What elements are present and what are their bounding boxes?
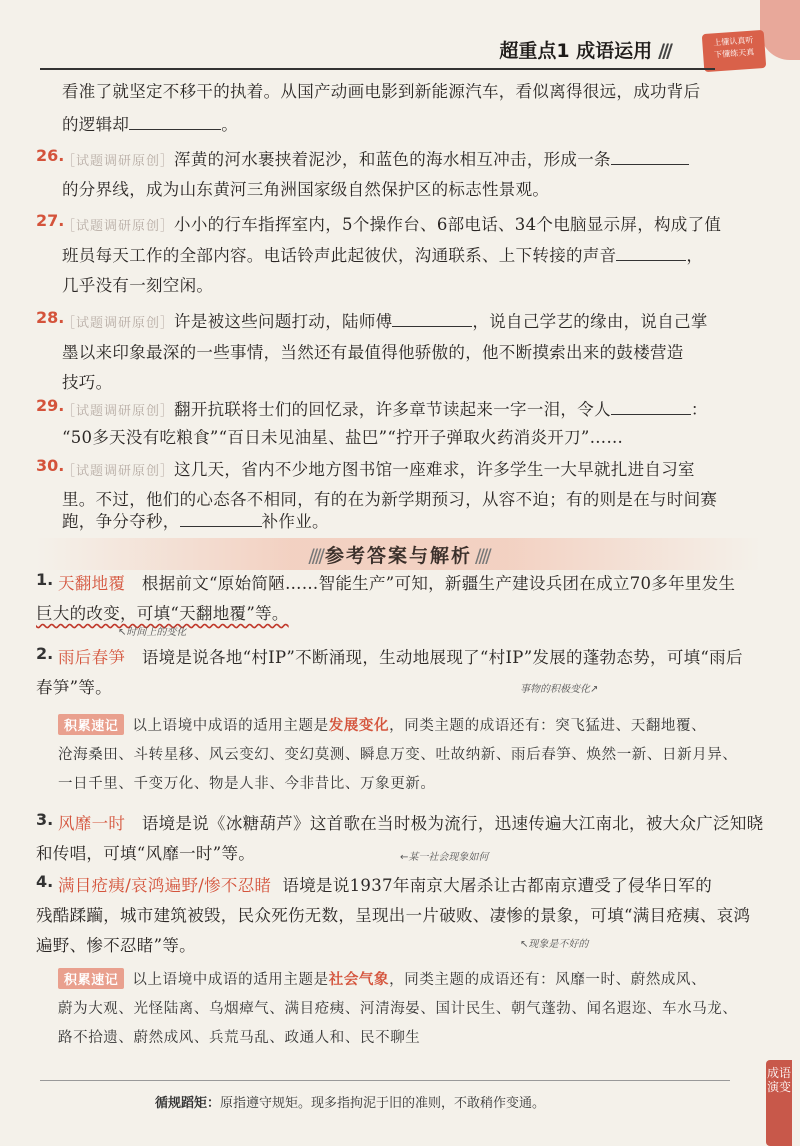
question-tag: ［试题调研原创］ (62, 154, 175, 169)
question-30-line-3 (62, 508, 329, 532)
question-30-line-3-text-a: 跑，争分夺秒， (62, 512, 180, 531)
answer-number-4: 4. (36, 872, 54, 891)
banner-slash-right: //// (472, 545, 489, 567)
memo-1-line-2: 沧海桑田、斗转星移、风云变幻、变幻莫测、瞬息万变、吐故纳新、雨后春笋、焕然一新、日新月异、 (58, 747, 738, 763)
question-28-text-a: 许是被这些问题打动，陆师傅 (174, 312, 393, 331)
answer-2-text: 语境是说各地“村IP”不断涌现，生动地展现了“村IP”发展的蓬勃态势，可填“雨后 (141, 648, 743, 667)
question-number-27: 27. (36, 211, 65, 230)
note-4-text: 现象是不好的 (528, 939, 589, 950)
handwritten-note-2: 事物的积极变化↗ (520, 684, 599, 695)
badge-line-2: 下懂练天真 (713, 47, 755, 60)
answer-3-idiom: 风靡一时 (58, 814, 126, 833)
memo-2-theme: 社会气象 (328, 971, 390, 988)
memo-1-theme: 发展变化 (328, 717, 390, 734)
answer-3-line-1 (58, 810, 763, 834)
badge-line-1: 上懂认真听 (713, 35, 754, 48)
answer-2-line-2: 春笋”等。 (36, 678, 112, 697)
answer-4-line-3: 遍野、惨不忍睹”等。 (36, 936, 196, 955)
question-29-line-1-end: ： (690, 400, 708, 419)
answer-2-line-1 (58, 644, 743, 668)
title-slash-decoration: /// (658, 40, 670, 62)
question-26-line-1 (62, 146, 689, 170)
question-28-line-2: 墨以来印象最深的一些事情，当然还有最值得他骄傲的，他不断摸索出来的鼓楼营造 (62, 343, 684, 362)
question-30-line-2: 里。不过，他们的心态各不相同，有的在为新学期预习，从容不迫；有的则是在与时间赛 (62, 490, 718, 509)
question-26-text: 浑黄的河水裹挟着泥沙，和蓝色的海水相互冲击，形成一条 (174, 150, 611, 169)
question-number-29: 29. (36, 396, 65, 415)
answers-banner (36, 538, 761, 570)
answers-title-text: 参考答案与解析 (324, 545, 472, 567)
question-28-line-3: 技巧。 (62, 373, 113, 392)
page-header (0, 28, 800, 74)
answer-blank (392, 312, 472, 327)
answer-blank (129, 115, 221, 130)
question-tag: ［试题调研原创］ (62, 219, 175, 234)
memo-1-text-a: 以上语境中成语的适用主题是 (132, 718, 329, 734)
answer-2-idiom: 雨后春笋 (58, 648, 126, 667)
memo-2-text-c: ，同类主题的成语还有：风靡一时、蔚然成风、 (389, 972, 707, 988)
answer-blank (611, 400, 691, 415)
answer-number-3: 3. (36, 810, 54, 829)
question-27-line-2-text: 班员每天工作的全部内容。电话铃声此起彼伏，沟通联系、上下转接的声音 (62, 246, 617, 265)
page-title (499, 36, 670, 63)
question-28-text-b: ，说自己学艺的缘由，说自己掌 (472, 312, 708, 331)
question-30-line-1 (62, 456, 695, 480)
banner-slash-left: //// (308, 545, 325, 567)
memo-2-line-1 (58, 968, 706, 989)
footer-term: 循规蹈矩： (155, 1096, 221, 1111)
memo-2-text-a: 以上语境中成语的适用主题是 (132, 972, 329, 988)
question-27-line-2-end: ， (686, 246, 704, 265)
question-27-text: 小小的行车指挥室内，5个操作台、6部电话、34个电脑显示屏，构成了值 (174, 215, 722, 234)
answers-banner-title (36, 541, 761, 568)
question-tag: ［试题调研原创］ (62, 464, 175, 479)
answer-4-text: 语境是说1937年南京大屠杀让古都南京遭受了侵华日军的 (282, 876, 713, 895)
question-27-line-2 (62, 242, 703, 266)
page-title-text: 超重点1 成语运用 (499, 40, 653, 62)
memo-2-line-3: 路不拾遗、蔚然成风、兵荒马乱、政通人和、民不聊生 (58, 1030, 421, 1046)
footer-rule (40, 1080, 730, 1081)
question-29-line-2: “50多天没有吃粮食”“百日未见油星、盐巴”“拧开子弹取火药消炎开刀”…… (62, 428, 624, 447)
answer-1-line-1 (58, 570, 735, 594)
memo-1-line-1 (58, 714, 706, 735)
question-26-line-2: 的分界线，成为山东黄河三角洲国家级自然保护区的标志性景观。 (62, 180, 550, 199)
side-tab: 成语演变 (766, 1060, 792, 1146)
answer-blank (616, 246, 686, 261)
memo-2-tag: 积累速记 (58, 968, 124, 989)
question-tag: ［试题调研原创］ (62, 316, 175, 331)
question-27-line-1 (62, 211, 721, 235)
answer-1-line-2 (36, 600, 289, 624)
handwritten-note-3: ←某一社会现象如何 (400, 852, 489, 863)
answer-4-idioms: 满目疮痍/哀鸿遍野/惨不忍睹 (58, 876, 272, 895)
note-3-text: 某一社会现象如何 (408, 852, 489, 863)
question-number-26: 26. (36, 146, 65, 165)
memo-1-line-3: 一日千里、千变万化、物是人非、今非昔比、万象更新。 (58, 776, 436, 792)
intro-line-2 (62, 111, 238, 135)
memo-2-line-2: 蔚为大观、光怪陆离、乌烟瘴气、满目疮痍、河清海晏、国计民生、朝气蓬勃、闻名遐迩、车水马龙、 (58, 1001, 738, 1017)
note-1-text: 时间上的变化 (126, 627, 187, 638)
answer-4-line-2: 残酷蹂躏，城市建筑被毁，民众死伤无数，呈现出一片破败、凄惨的景象，可填“满目疮痍、哀鸿 (36, 906, 751, 925)
answer-number-2: 2. (36, 644, 54, 663)
answer-1-idiom: 天翻地覆 (58, 574, 126, 593)
corner-decoration (760, 0, 800, 60)
answer-blank (180, 512, 262, 527)
answer-4-line-1 (58, 872, 712, 896)
header-rule (40, 68, 715, 70)
question-number-30: 30. (36, 456, 65, 475)
intro-line-1: 看准了就坚定不移干的执着。从国产动画电影到新能源汽车，看似离得很远，成功背后 (62, 82, 701, 101)
memo-1-text-c: ，同类主题的成语还有：突飞猛进、天翻地覆、 (389, 718, 707, 734)
footer-note (155, 1092, 545, 1111)
question-29-line-1 (62, 396, 708, 420)
intro-line-2-end: 。 (221, 115, 239, 134)
question-30-text: 这几天，省内不少地方图书馆一座难求，许多学生一大早就扎进自习室 (174, 460, 695, 479)
footer-definition: 原指遵守规矩。现多指拘泥于旧的准则，不敢稍作变通。 (220, 1096, 546, 1111)
question-30-line-3-text-b: 补作业。 (261, 512, 329, 531)
answer-1-line-2-text: 巨大的改变，可填“天翻地覆”等。 (36, 604, 289, 623)
note-2-text: 事物的积极变化 (520, 684, 590, 695)
answer-number-1: 1. (36, 570, 54, 589)
answer-blank (611, 150, 689, 165)
question-27-line-3: 几乎没有一刻空闲。 (62, 276, 214, 295)
question-number-28: 28. (36, 308, 65, 327)
question-29-text: 翻开抗联将士们的回忆录，许多章节读起来一字一泪，令人 (174, 400, 611, 419)
memo-1-tag: 积累速记 (58, 714, 124, 735)
header-badge (702, 30, 766, 72)
answer-3-line-2: 和传唱，可填“风靡一时”等。 (36, 844, 256, 863)
intro-line-2-text: 的逻辑却 (62, 115, 130, 134)
handwritten-note-1: ↖时间上的变化 (118, 627, 187, 638)
question-28-line-1 (62, 308, 708, 332)
answer-3-text: 语境是说《冰糖葫芦》这首歌在当时极为流行，迅速传遍大江南北，被大众广泛知晓 (141, 814, 764, 833)
question-tag: ［试题调研原创］ (62, 404, 175, 419)
handwritten-note-4: ↖现象是不好的 (520, 939, 589, 950)
answer-1-text: 根据前文“原始简陋……智能生产”可知，新疆生产建设兵团在成立70多年里发生 (141, 574, 736, 593)
